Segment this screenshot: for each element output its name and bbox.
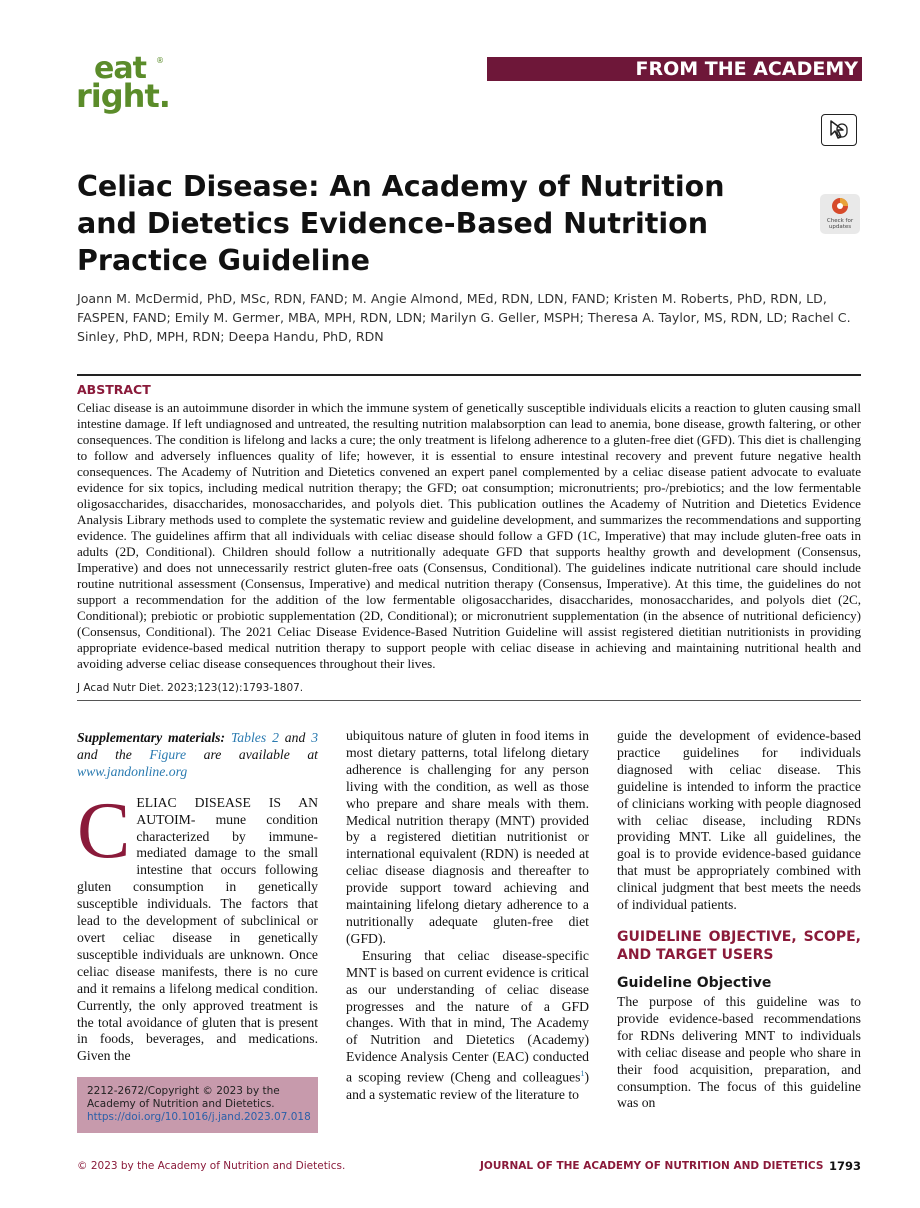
supplementary-label: Supplementary materials: [77, 730, 226, 745]
abstract-bottom-rule [77, 700, 861, 701]
paragraph: ubiquitous nature of gluten in food items in most dietary patterns, total lifelong dietary adherence is challenging for any person living with the condition, as well as those who prepare and share meals with them. Medical nutrition therapy (MNT) provided by a registered dietitian nutritionist or international equivalent (RDN) is needed at celiac disease diagnosis and thereafter to provide support toward achieving and maintaining lifelong dietary adherence to a nutritionally adequate gluten-free diet (GFD). [346, 728, 589, 946]
link-tables-2[interactable]: Tables 2 [230, 730, 279, 745]
link-jandonline[interactable]: www.jandonline.org [77, 763, 188, 779]
section-banner-label: FROM THE ACADEMY [635, 58, 858, 80]
reference-link[interactable]: 1 [580, 1069, 585, 1079]
supp-text-available: are available at [203, 746, 318, 762]
doi-link[interactable]: https://doi.org/10.1016/j.jand.2023.07.018 [87, 1111, 311, 1123]
link-table-3[interactable]: 3 [311, 730, 319, 745]
paragraph [346, 948, 589, 1104]
copyright-text: 2212-2672/Copyright © 2023 by the Academy of Nutrition and Dietetics. [87, 1085, 280, 1110]
intro-body: mune condition characterized by immune-mediated damage to the small intestine that occurs following gluten consumption in genetically susceptible individuals. The factors that lead to the development of subclinical or overt celiac disease in genetically susceptible individuals are unknown. Once celiac disease manifests, there is no cure and it remains a lifelong medical condition. Currently, the only approved treatment is the total avoidance of gluten that is present in foods, beverages, and medications. Given the [77, 811, 318, 1064]
paragraph: guide the development of evidence-based practice guidelines for individuals diagnosed with celiac disease. This guideline is intended to inform the practice of clinicians working with people diagnosed with celiac disease, including RDNs providing MNT. Like all guidelines, the goal is to provide evidence-based guidance that must be appropriately combined with clinical judgment that best meets the needs of individual patients. [617, 728, 861, 913]
supplementary-note [77, 730, 318, 781]
logo-right-text: right. [76, 77, 170, 115]
footer-copyright: © 2023 by the Academy of Nutrition and Dietetics. [77, 1160, 346, 1172]
body-column-3 [617, 728, 861, 1112]
supp-text-and: and [284, 730, 306, 745]
copyright-box [77, 1077, 318, 1133]
abstract-text: Celiac disease is an autoimmune disorder in which the immune system of genetically susceptible individuals elicits a reaction to gluten causing small intestine damage. If left undiagnosed and untreated, the resulting nutrition malabsorption can lead to anemia, bone disease, growth faltering, or other consequences. The condition is lifelong and lacks a cure; the only treatment is lifelong adherence to a gluten-free diet (GFD). This diet is challenging to follow and adversely influences quality of life; however, it is essential to ensure intestinal recovery and prevent future negative health consequences. The Academy of Nutrition and Dietetics convened an expert panel complemented by a celiac disease patient advocate to evaluate evidence for six topics, including medical nutrition therapy; the GFD; oat consumption; micronutrients; pro-/prebiotics; and the low fermentable oligosaccharides, disaccharides, monosaccharides, and polyols diet. This publication outlines the Academy of Nutrition and Dietetics Evidence Analysis Library methods used to complete the systematic review and guideline development, and summarizes the recommendations and supporting evidence. The guidelines affirm that all individuals with celiac disease should follow a GFD (1C, Imperative) that may include gluten-free oats in adults (2D, Conditional). Children should follow a nutritionally adequate GFD that supports healthy growth and development (Consensus, Imperative) and does not unnecessarily restrict gluten-free oats (Consensus, Conditional). The guidelines indicate nutritional care should include routine nutritional assessment (Consensus, Imperative) and medical nutrition therapy (Consensus, Imperative). At this time, the guidelines do not support a recommendation for the addition of the low fermentable oligosaccharides, disaccharides, monosaccharides, and polyols diet (2C, Conditional); prebiotic or probiotic supplementation (2D, Conditional); or micronutrient supplementation (in the absence of nutritional deficiency) (Consensus, Conditional). The 2021 Celiac Disease Evidence-Based Nutrition Guideline will assist registered dietitian nutritionists in providing appropriate evidence-based medical nutrition therapy to support people with celiac disease in achieving and maintaining nutritional health and avoiding adverse celiac disease consequences throughout their lives. [77, 400, 861, 671]
subsection-heading: Guideline Objective [617, 974, 772, 991]
author-list: Joann M. McDermid, PhD, MSc, RDN, FAND; M. Angie Almond, MEd, RDN, LDN, FAND; Kristen M. Roberts, PhD, RDN, LD, FASPEN, FAND; Emily M. Germer, MBA, MPH, RDN, LDN; Marilyn G. Geller, MSPH; Theresa A. Taylor, MS, RDN, LD; Rachel C. Sinley, PhD, MPH, RDN; Deepa Handu, PhD, RDN [77, 291, 851, 344]
abstract-heading: ABSTRACT [77, 382, 151, 397]
paragraph-text: ) and a systematic review of the literature to [346, 1069, 589, 1102]
article-title: Celiac Disease: An Academy of Nutrition and Dietetics Evidence-Based Nutrition Practice Guideline [77, 170, 725, 277]
abstract-top-rule [77, 374, 861, 376]
cursor-icon [822, 115, 855, 144]
check-for-updates-badge[interactable] [820, 194, 860, 234]
section-heading: GUIDELINE OBJECTIVE, SCOPE, AND TARGET USERS [617, 928, 861, 963]
check-for-updates-icon [820, 194, 860, 218]
page-number: 1793 [829, 1159, 862, 1173]
link-figure[interactable]: Figure [149, 746, 187, 762]
logo-registered-mark: ® [156, 56, 164, 65]
intro-paragraph [77, 786, 318, 1066]
check-for-updates-label: Check for updates [826, 218, 854, 230]
body-column-2 [346, 728, 589, 1104]
footer-journal-name: JOURNAL OF THE ACADEMY OF NUTRITION AND DIETETICS [480, 1160, 824, 1172]
paragraph-text: Ensuring that celiac disease-specific MNT is based on current evidence is critical as our understanding of celiac disease progresses and the nature of a GFD changes. With that in mind, The Academy of Nutrition and Dietetics (Academy) Evidence Analysis Center (EAC) conducted a scoping review (Cheng and colleagues [346, 947, 589, 1085]
eatright-logo [76, 51, 170, 115]
intro-lead-caps: ELIAC DISEASE IS AN AUTOIM- [136, 794, 318, 827]
drop-cap: C [77, 786, 131, 875]
mouse-click-icon[interactable] [821, 114, 857, 146]
supp-text-and-the: and the [77, 746, 132, 762]
logo-eat-text: eat [94, 51, 146, 86]
paragraph: The purpose of this guideline was to provide evidence-based recommendations for RDNs delivering MNT to individuals with celiac disease and people who share in their food acquisition, preparation, and consumption. The focus of this guideline was on [617, 993, 861, 1111]
citation: J Acad Nutr Diet. 2023;123(12):1793-1807. [77, 682, 304, 694]
section-banner [487, 57, 862, 81]
body-column-1 [77, 730, 318, 1065]
